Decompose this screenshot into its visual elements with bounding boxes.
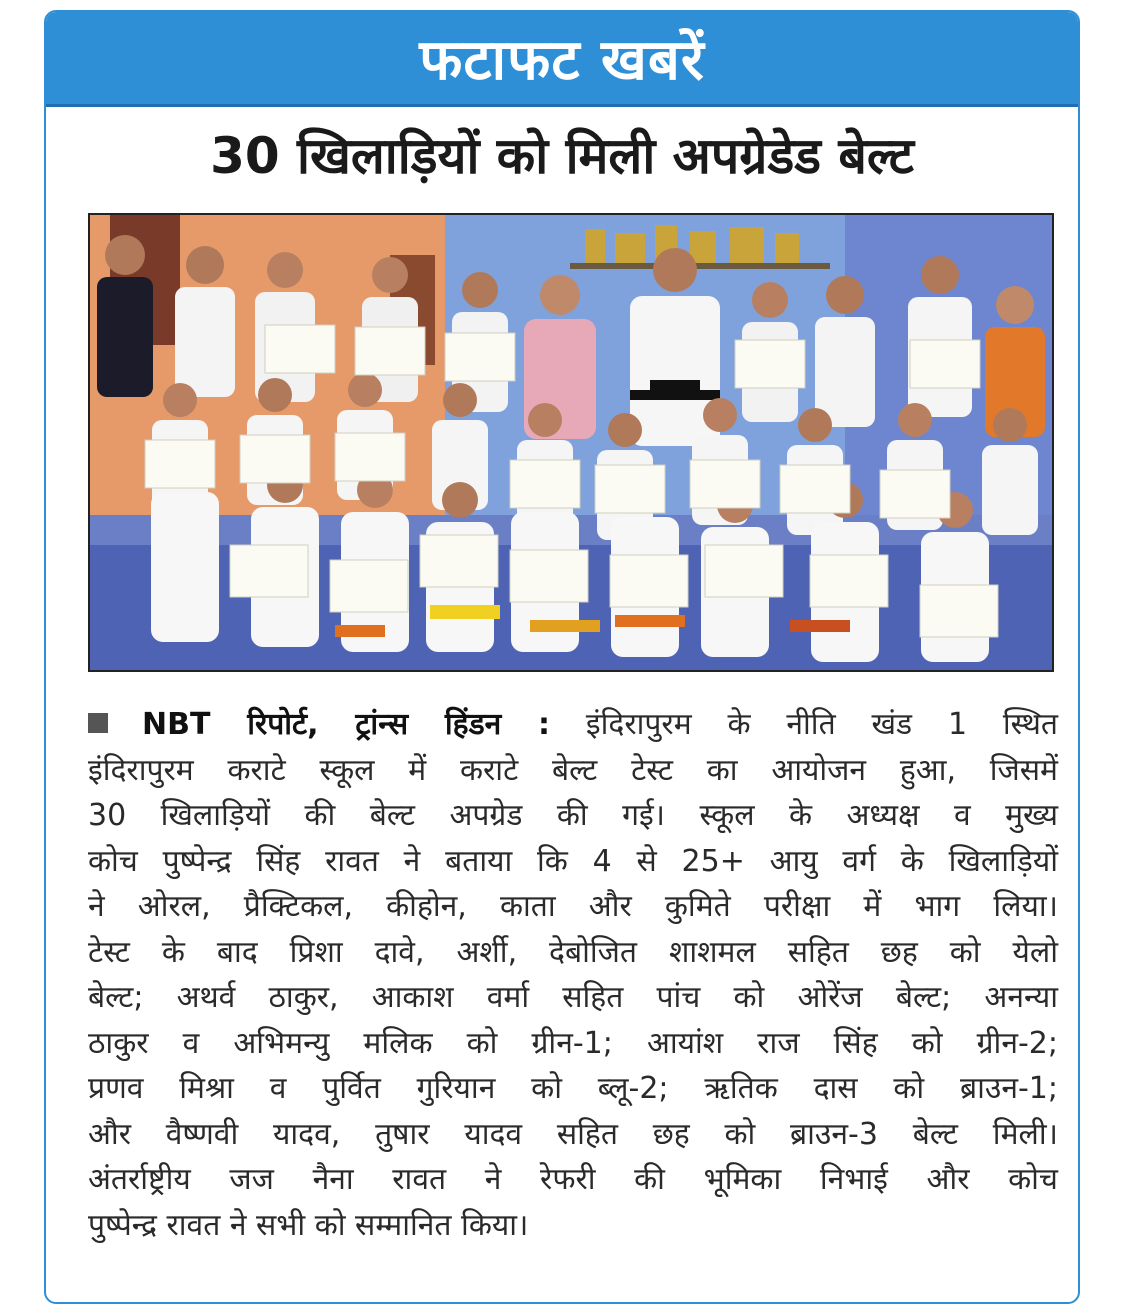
article-line: और वैष्णवी यादव, तुषार यादव सहित छह को ब्राउन-3 बेल्ट मिली। bbox=[88, 1116, 1058, 1152]
section-title: फटाफट खबरें bbox=[419, 28, 705, 93]
group-photo bbox=[88, 213, 1054, 672]
article-body bbox=[88, 702, 1058, 1248]
article-line: पुष्पेन्द्र रावत ने सभी को सम्मानित किया। bbox=[88, 1207, 529, 1243]
article-line: टेस्ट के बाद प्रिशा दावे, अर्शी, देबोजित शाशमल सहित छह को येलो bbox=[88, 934, 1058, 970]
news-card bbox=[44, 10, 1080, 1304]
headline: 30 खिलाड़ियों को मिली अपग्रेडेड बेल्ट bbox=[210, 127, 914, 185]
article-line: बेल्ट; अथर्व ठाकुर, आकाश वर्मा सहित पांच को ओरेंज बेल्ट; अनन्या bbox=[88, 980, 1058, 1015]
article-line: 30 खिलाड़ियों की बेल्ट अपग्रेड की गई। स्कूल के अध्यक्ष व मुख्य bbox=[88, 798, 1058, 833]
article-line: ने ओरल, प्रैक्टिकल, कीहोन, काता और कुमिते परीक्षा में भाग लिया। bbox=[88, 889, 1058, 924]
bullet-icon bbox=[88, 713, 108, 733]
article-line: इंदिरापुरम कराटे स्कूल में कराटे बेल्ट टेस्ट का आयोजन हुआ, जिसमें bbox=[88, 752, 1058, 788]
byline: NBT रिपोर्ट, ट्रांन्स हिंडन : bbox=[142, 707, 551, 742]
section-banner bbox=[46, 12, 1078, 107]
article-line: ठाकुर व अभिमन्यु मलिक को ग्रीन-1; आयांश राज सिंह को ग्रीन-2; bbox=[88, 1025, 1058, 1061]
article-line: कोच पुष्पेन्द्र सिंह रावत ने बताया कि 4 से 25+ आयु वर्ग के खिलाड़ियों bbox=[88, 843, 1058, 879]
article-line: अंतर्राष्ट्रीय जज नैना रावत ने रेफरी की भूमिका निभाई और कोच bbox=[88, 1162, 1058, 1197]
article-line: प्रणव मिश्रा व पुर्वित गुरियान को ब्लू-2; ऋतिक दास को ब्राउन-1; bbox=[88, 1071, 1058, 1106]
article-line: NBT रिपोर्ट, ट्रांन्स हिंडन : इंदिरापुरम के नीति खंड 1 स्थित bbox=[88, 702, 1058, 748]
